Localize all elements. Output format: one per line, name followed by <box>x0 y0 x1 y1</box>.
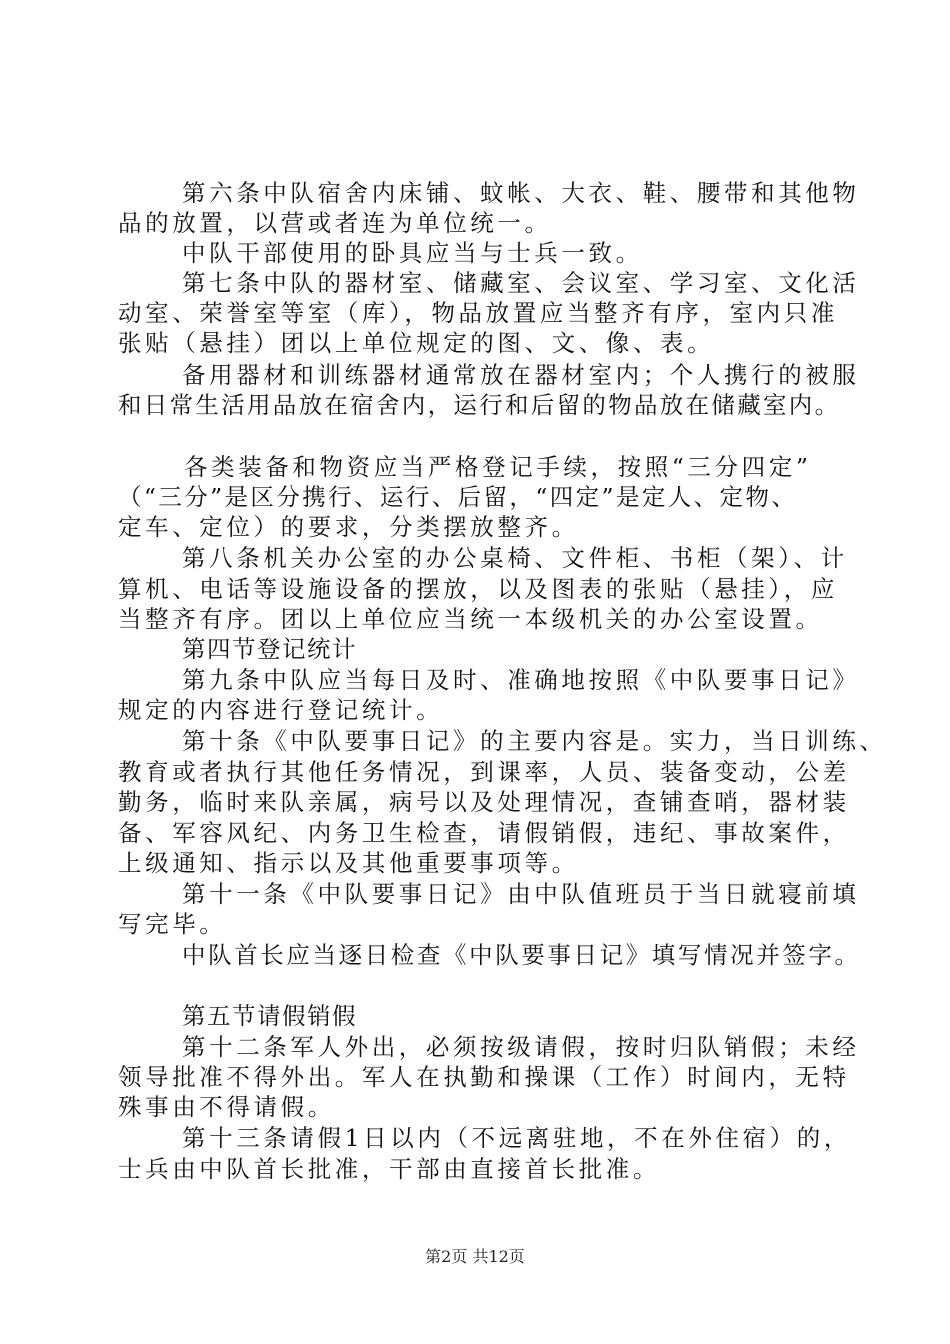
text-line: 备、军容风纪、内务卫生检查，请假销假，违纪、事故案件， <box>118 819 850 847</box>
text-line: 勤务，临时来队亲属，病号以及处理情况，查铺查哨，器材装 <box>118 788 850 816</box>
text-line: 教育或者执行其他任务情况，到课率，人员、装备变动，公差 <box>118 758 850 786</box>
text-line: 领导批准不得外出。军人在执勤和操课（工作）时间内，无特 <box>118 1063 850 1091</box>
text-line: 动室、荣誉室等室（库），物品放置应当整齐有序，室内只准 <box>118 299 838 327</box>
text-line: 第十二条军人外出，必须按级请假，按时归队销假；未经 <box>182 1033 860 1061</box>
text-line: 第九条中队应当每日及时、准确地按照《中队要事日记》 <box>182 666 860 694</box>
text-line: 品的放置，以营或者连为单位统一。 <box>118 209 552 237</box>
text-line: 第六条中队宿舍内床铺、蚊帐、大衣、鞋、腰带和其他物 <box>182 179 860 207</box>
text-line: 殊事由不得请假。 <box>118 1093 335 1121</box>
page-number-footer: 第2页 共12页 <box>425 1247 525 1266</box>
text-line: 写完毕。 <box>118 910 227 938</box>
text-line: 第十条《中队要事日记》的主要内容是。实力，当日训练、 <box>182 727 887 755</box>
text-line: 中队干部使用的卧具应当与士兵一致。 <box>182 239 643 267</box>
text-line: 中队首长应当逐日检查《中队要事日记》填写情况并签字。 <box>182 941 861 969</box>
text-line: 算机、电话等设施设备的摆放，以及图表的张贴（悬挂），应 <box>118 575 838 603</box>
text-line: 第十一条《中队要事日记》由中队值班员于当日就寝前填 <box>182 880 860 908</box>
text-line: 第七条中队的器材室、储藏室、会议室、学习室、文化活 <box>182 269 860 297</box>
text-line: 各类装备和物资应当严格登记手续，按照“三分四定” <box>184 453 812 481</box>
text-line: 当整齐有序。团以上单位应当统一本级机关的办公室设置。 <box>118 605 823 633</box>
section-heading: 第四节登记统计 <box>182 635 357 663</box>
text-line: 张贴（悬挂）团以上单位规定的图、文、像、表。 <box>118 329 715 357</box>
text-line: 士兵由中队首长批准，干部由直接首长批准。 <box>118 1155 660 1183</box>
text-line: 第八条机关办公室的办公桌椅、文件柜、书柜（架）、计 <box>182 544 848 572</box>
text-line: 第十三条请假1日以内（不远离驻地，不在外住宿）的， <box>182 1124 851 1152</box>
text-line: 规定的内容进行登记统计。 <box>118 696 444 724</box>
text-line: 备用器材和训练器材通常放在器材室内；个人携行的被服 <box>182 361 860 389</box>
text-line: 上级通知、指示以及其他重要事项等。 <box>118 849 579 877</box>
section-heading: 第五节请假销假 <box>182 1002 357 1030</box>
text-line: 和日常生活用品放在宿舍内，运行和后留的物品放在储藏室内。 <box>118 391 841 419</box>
text-line: （“三分”是区分携行、运行、后留，“四定”是定人、定物、 <box>118 483 798 511</box>
text-line: 定车、定位）的要求，分类摆放整齐。 <box>118 513 579 541</box>
